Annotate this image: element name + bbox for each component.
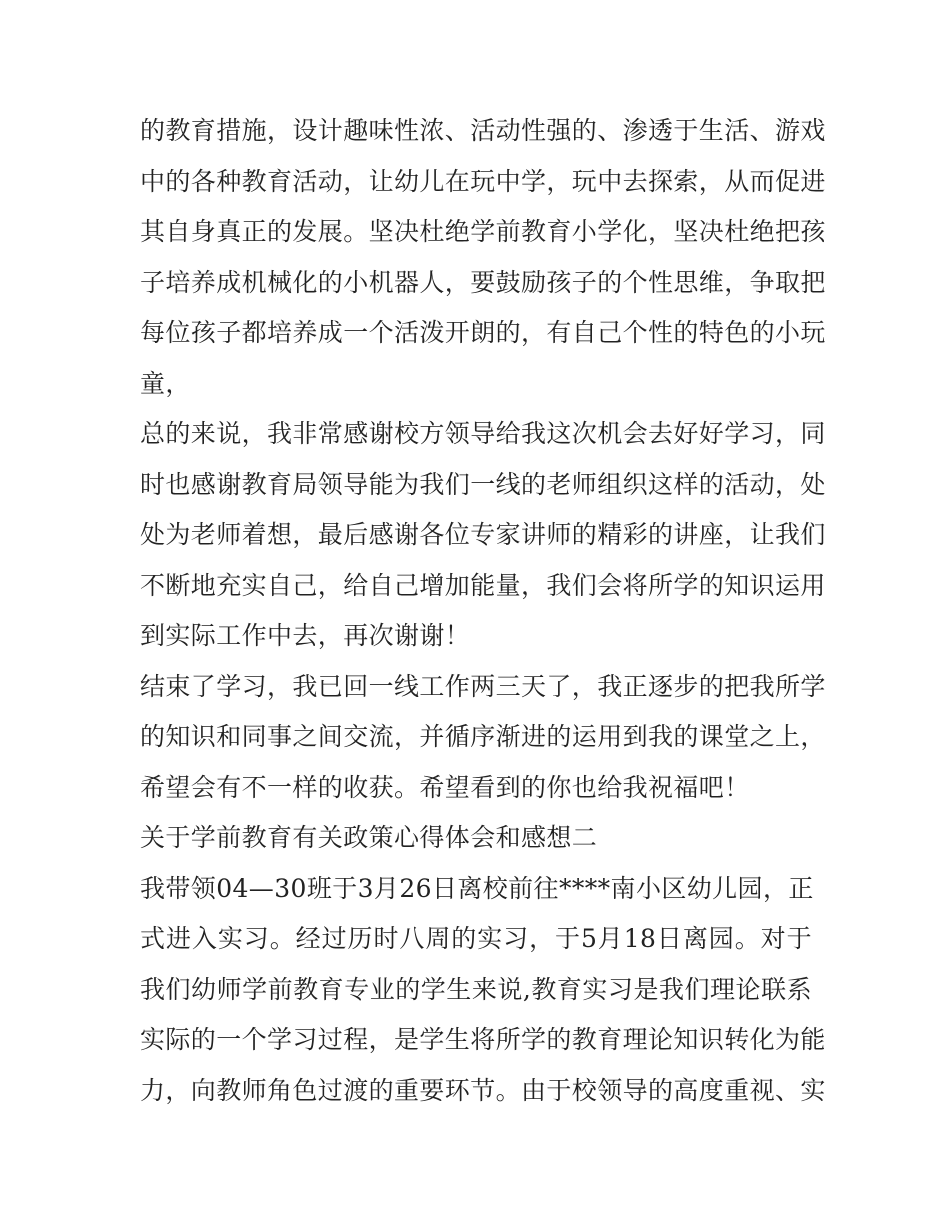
text-line: 我们幼师学前教育专业的学生来说,教育实习是我们理论联系	[140, 974, 812, 1004]
text-line: 式进入实习。经过历时八周的实习，于5月18日离园。对于	[140, 924, 812, 953]
text-line: 到实际工作中去，再次谢谢！	[140, 621, 471, 650]
text-line: 总的来说，我非常感谢校方领导给我这次机会去好好学习，同	[140, 419, 826, 448]
section-heading: 关于学前教育有关政策心得体会和感想二	[140, 823, 598, 852]
text-line: 的教育措施，设计趣味性浓、活动性强的、渗透于生活、游戏	[140, 116, 826, 145]
text-line: 不断地充实自己，给自己增加能量，我们会将所学的知识运用	[140, 570, 826, 600]
document-body	[140, 106, 826, 1116]
text-line: 我带领04—30班于3月26日离校前往****南小区幼儿园，正	[140, 873, 814, 903]
text-line: 力，向教师角色过渡的重要环节。由于校领导的高度重视、实	[140, 1075, 826, 1105]
text-line: 实际的一个学习过程，是学生将所学的教育理论知识转化为能	[140, 1025, 826, 1054]
text-line: 处为老师着想，最后感谢各位专家讲师的精彩的讲座，让我们	[140, 520, 826, 549]
text-line: 每位孩子都培养成一个活泼开朗的，有自己个性的特色的小玩	[140, 318, 826, 347]
text-line: 的知识和同事之间交流，并循序渐进的运用到我的课堂之上，	[140, 722, 826, 751]
text-line: 子培养成机械化的小机器人，要鼓励孩子的个性思维，争取把	[140, 267, 826, 297]
text-line: 希望会有不一样的收获。希望看到的你也给我祝福吧！	[140, 772, 750, 802]
text-line: 时也感谢教育局领导能为我们一线的老师组织这样的活动，处	[140, 469, 826, 499]
text-line: 童，	[140, 368, 191, 398]
text-line: 其自身真正的发展。坚决杜绝学前教育小学化，坚决杜绝把孩	[140, 217, 826, 246]
text-line: 中的各种教育活动，让幼儿在玩中学，玩中去探索，从而促进	[140, 166, 826, 196]
text-line: 结束了学习，我已回一线工作两三天了，我正逐步的把我所学	[140, 671, 826, 701]
